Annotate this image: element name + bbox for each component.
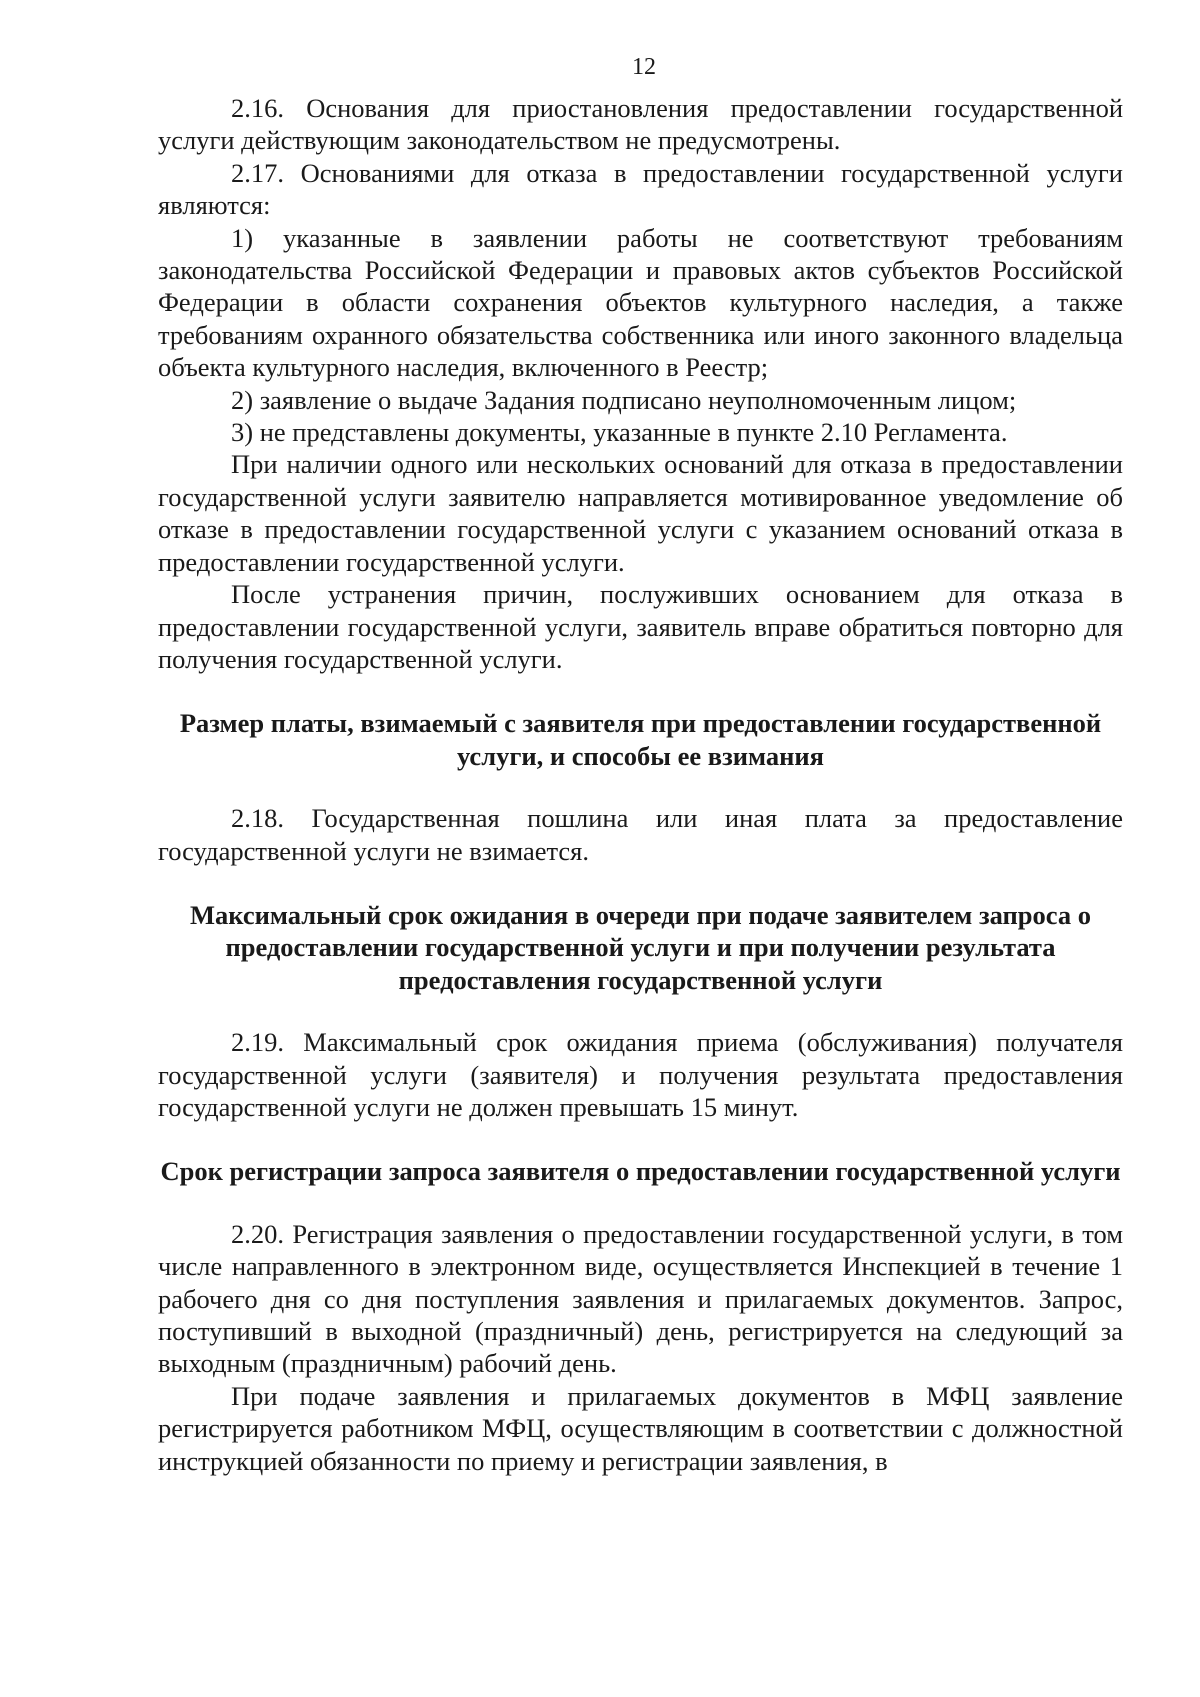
paragraph-2-20: 2.20. Регистрация заявления о предоставлении государственной услуги, в том числе направленного в электронном виде, осуществляется Инспекцией в течение 1 рабочего дня со дня поступления заявления и прилагаемых документов. Запрос, поступивший в выходной (праздничный) день, регистрируется на следующий за выходным (праздничным) рабочий день. [158,1218,1123,1379]
paragraph-reapply: После устранения причин, послуживших основанием для отказа в предоставлении государственной услуги, заявитель вправе обратиться повторно для получения государственной услуги. [158,579,1123,674]
list-item-1: 1) указанные в заявлении работы не соответствуют требованиям законодательства Российской Федерации и правовых актов субъектов Российской Федерации в области сохранения объектов культурного наследия, а также требованиям охранного обязательства собственника или иного законного владельца объекта культурного наследия, включенного в Реестр; [158,222,1123,383]
paragraph-2-19: 2.19. Максимальный срок ожидания приема (обслуживания) получателя государственной услуги (заявителя) и получения результата предоставления государственной услуги не должен превышать 15 минут. [158,1027,1123,1122]
page-number: 12 [632,54,656,80]
section-heading-registration: Срок регистрации запроса заявителя о предоставлении государственной услуги [160,1156,1121,1187]
list-item-2: 2) заявление о выдаче Задания подписано неуполномоченным лицом; [231,384,1017,415]
spacer [158,1123,1123,1155]
spacer [158,675,1123,707]
paragraph-2-16: 2.16. Основания для приостановления предоставлении государственной услуги действующим законодательством не предусмотрены. [158,93,1123,156]
spacer [158,996,1123,1026]
spacer [158,1188,1123,1218]
spacer [158,772,1123,802]
paragraph-mfc-registration: При подаче заявления и прилагаемых документов в МФЦ заявление регистрируется работником МФЦ, осуществляющим в соответствии с должностной инструкцией обязанности по приему и регистрации заявления, в [158,1380,1123,1476]
section-heading-fee: Размер платы, взимаемый с заявителя при предоставлении государственной услуги, и способы ее взимания [179,708,1102,771]
paragraph-2-17: 2.17. Основаниями для отказа в предоставлении государственной услуги являются: [158,157,1123,221]
paragraph-2-18: 2.18. Государственная пошлина или иная плата за предоставление государственной услуги не взимается. [158,803,1123,866]
list-item-3: 3) не представлены документы, указанные в пункте 2.10 Регламента. [231,417,1008,448]
section-heading-waiting-time: Максимальный срок ожидания в очереди при подаче заявителем запроса о предоставлении государственной услуги и при получении результата предоставления государственной услуги [189,899,1091,995]
paragraph-refusal-notice: При наличии одного или нескольких оснований для отказа в предоставлении государственной услуги заявителю направляется мотивированное уведомление об отказе в предоставлении государственной услуги с указанием оснований отказа в предоставлении государственной услуги. [158,449,1123,577]
document-body [158,92,1123,1477]
spacer [158,867,1123,899]
